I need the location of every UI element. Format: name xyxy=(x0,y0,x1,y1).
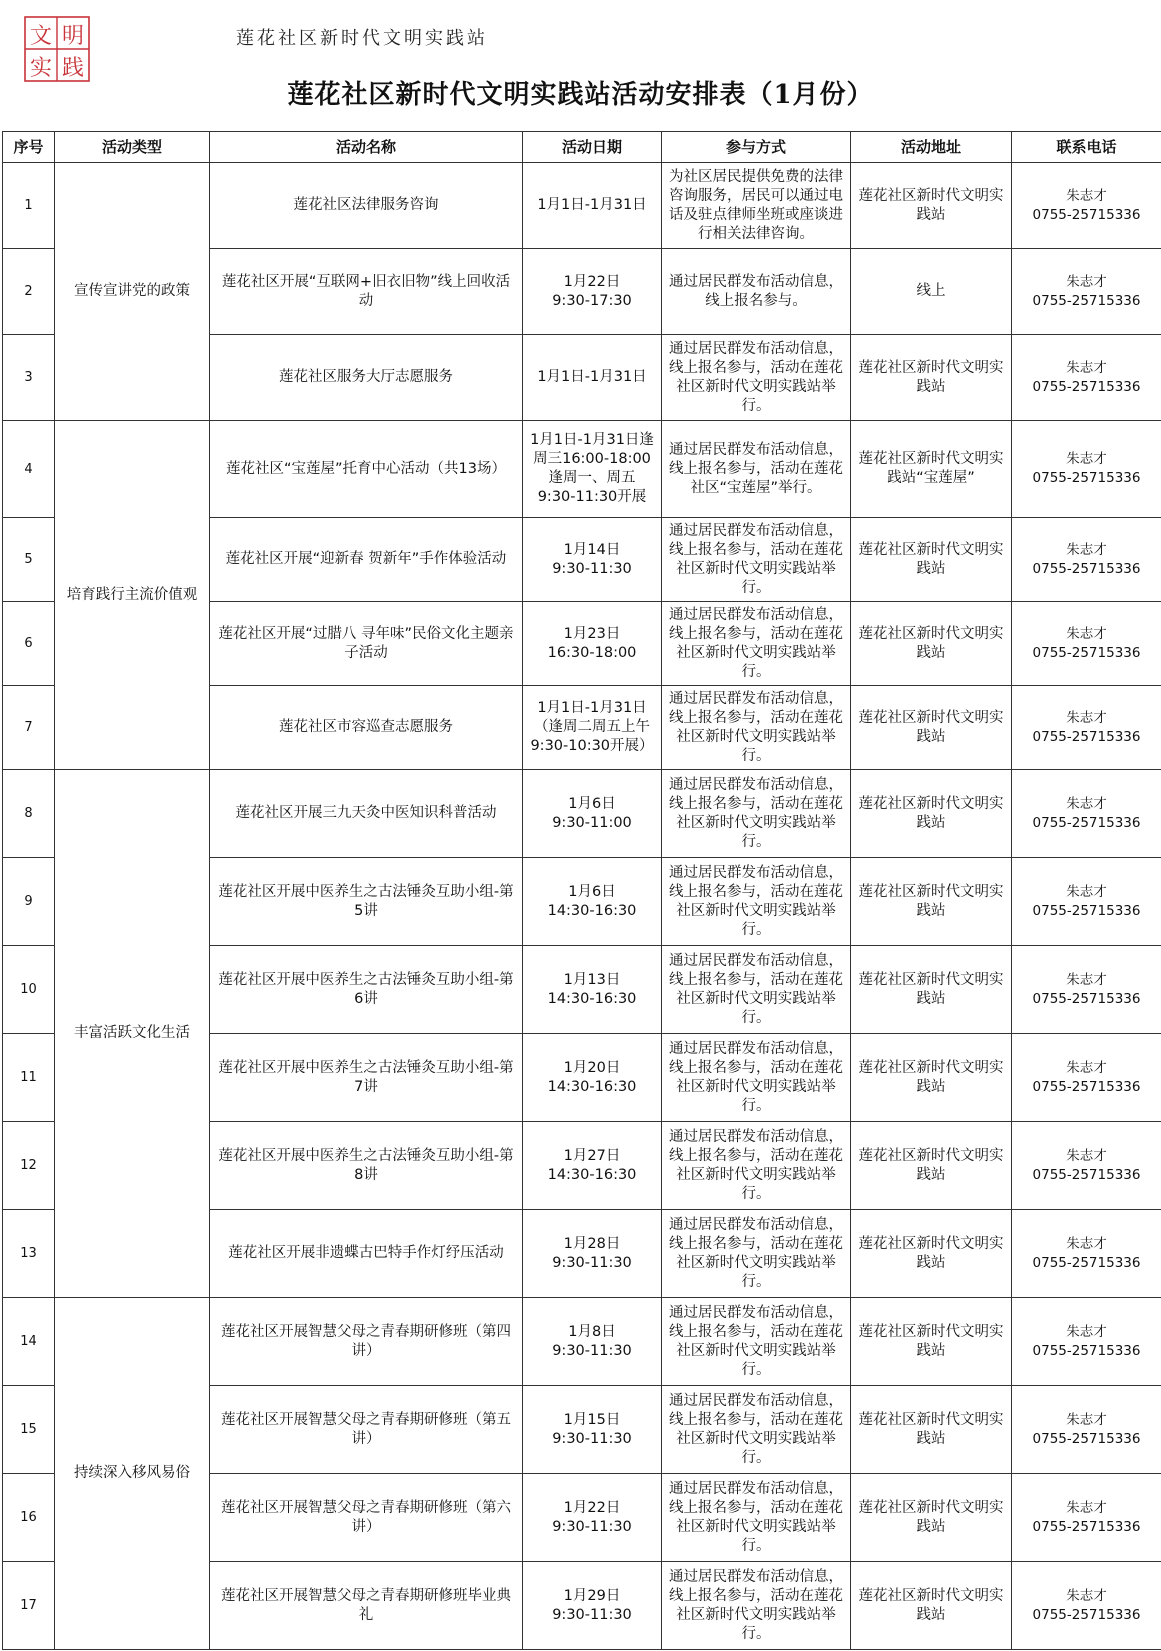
activity-address-cell: 莲花社区新时代文明实践站 xyxy=(851,1122,1012,1210)
column-header-date: 活动日期 xyxy=(523,132,662,163)
activity-date-cell: 1月14日 9:30-11:30 xyxy=(523,518,662,602)
contact-cell xyxy=(1012,335,1161,421)
seq-cell: 1 xyxy=(3,163,55,249)
activity-date-cell: 1月15日 9:30-11:30 xyxy=(523,1386,662,1474)
participation-method-cell: 通过居民群发布活动信息，线上报名参与，活动在莲花社区新时代文明实践站举行。 xyxy=(662,946,851,1034)
table-body xyxy=(3,163,1161,1650)
activity-name-cell: 莲花社区开展“过腊八 寻年味”民俗文化主题亲子活动 xyxy=(210,602,523,686)
column-header-name: 活动名称 xyxy=(210,132,523,163)
seq-cell: 6 xyxy=(3,602,55,686)
activity-address-cell: 莲花社区新时代文明实践站 xyxy=(851,858,1012,946)
participation-method-cell: 通过居民群发布活动信息，线上报名参与，活动在莲花社区新时代文明实践站举行。 xyxy=(662,770,851,858)
contact-person: 朱志才 xyxy=(1066,1147,1107,1164)
participation-method-cell: 通过居民群发布活动信息，线上报名参与，活动在莲花社区新时代文明实践站举行。 xyxy=(662,335,851,421)
contact-cell xyxy=(1012,1034,1161,1122)
activity-date-cell: 1月23日 16:30-18:00 xyxy=(523,602,662,686)
seq-cell: 14 xyxy=(3,1298,55,1386)
svg-text:践: 践 xyxy=(61,56,85,81)
contact-cell xyxy=(1012,686,1161,770)
seq-cell: 7 xyxy=(3,686,55,770)
participation-method-cell: 通过居民群发布活动信息，线上报名参与，活动在莲花社区新时代文明实践站举行。 xyxy=(662,858,851,946)
participation-method-cell: 通过居民群发布活动信息，线上报名参与，活动在莲花社区新时代文明实践站举行。 xyxy=(662,1034,851,1122)
activity-schedule-table xyxy=(2,131,1161,1650)
activity-name-cell: 莲花社区开展三九天灸中医知识科普活动 xyxy=(210,770,523,858)
activity-name-cell: 莲花社区开展智慧父母之青春期研修班（第五讲） xyxy=(210,1386,523,1474)
contact-person: 朱志才 xyxy=(1066,1059,1107,1076)
contact-person: 朱志才 xyxy=(1066,1411,1107,1428)
participation-method-cell: 通过居民群发布活动信息，线上报名参与，活动在莲花社区新时代文明实践站举行。 xyxy=(662,1474,851,1562)
organization-name: 莲花社区新时代文明实践站 xyxy=(236,28,488,49)
contact-person: 朱志才 xyxy=(1066,795,1107,812)
participation-method-cell: 通过居民群发布活动信息，线上报名参与，活动在莲花社区新时代文明实践站举行。 xyxy=(662,686,851,770)
contact-phone: 0755-25715336 xyxy=(1032,292,1141,309)
activity-address-cell: 莲花社区新时代文明实践站 xyxy=(851,686,1012,770)
activity-date-cell: 1月6日 9:30-11:00 xyxy=(523,770,662,858)
participation-method-cell: 通过居民群发布活动信息，线上报名参与，活动在莲花社区新时代文明实践站举行。 xyxy=(662,1386,851,1474)
activity-type-cell: 宣传宣讲党的政策 xyxy=(55,163,210,421)
contact-person: 朱志才 xyxy=(1066,1235,1107,1252)
contact-person: 朱志才 xyxy=(1066,1499,1107,1516)
contact-phone: 0755-25715336 xyxy=(1032,902,1141,919)
seq-cell: 13 xyxy=(3,1210,55,1298)
activity-name-cell: 莲花社区开展非遗蝶古巴特手作灯纾压活动 xyxy=(210,1210,523,1298)
activity-date-cell: 1月13日 14:30-16:30 xyxy=(523,946,662,1034)
activity-date-cell: 1月27日 14:30-16:30 xyxy=(523,1122,662,1210)
activity-date-cell: 1月1日-1月31日逢周三16:00-18:00逢周一、周五 9:30-11:30开展 xyxy=(523,421,662,518)
page-header xyxy=(0,0,1161,130)
contact-phone: 0755-25715336 xyxy=(1032,1518,1141,1535)
participation-method-cell: 通过居民群发布活动信息，线上报名参与，活动在莲花社区新时代文明实践站举行。 xyxy=(662,1210,851,1298)
contact-phone: 0755-25715336 xyxy=(1032,1166,1141,1183)
seq-cell: 8 xyxy=(3,770,55,858)
svg-text:明: 明 xyxy=(61,24,85,49)
contact-cell xyxy=(1012,1474,1161,1562)
activity-address-cell: 莲花社区新时代文明实践站 xyxy=(851,163,1012,249)
contact-cell xyxy=(1012,1386,1161,1474)
contact-cell xyxy=(1012,858,1161,946)
activity-name-cell: 莲花社区开展智慧父母之青春期研修班（第六讲） xyxy=(210,1474,523,1562)
participation-method-cell: 通过居民群发布活动信息，线上报名参与，活动在莲花社区“宝莲屋”举行。 xyxy=(662,421,851,518)
seq-cell: 3 xyxy=(3,335,55,421)
seq-cell: 2 xyxy=(3,249,55,335)
activity-address-cell: 莲花社区新时代文明实践站 xyxy=(851,946,1012,1034)
contact-cell xyxy=(1012,1122,1161,1210)
activity-address-cell: 莲花社区新时代文明实践站 xyxy=(851,518,1012,602)
activity-address-cell: 莲花社区新时代文明实践站 xyxy=(851,1474,1012,1562)
activity-address-cell: 莲花社区新时代文明实践站 xyxy=(851,1210,1012,1298)
activity-name-cell: 莲花社区法律服务咨询 xyxy=(210,163,523,249)
activity-address-cell: 莲花社区新时代文明实践站 xyxy=(851,1034,1012,1122)
contact-person: 朱志才 xyxy=(1066,273,1107,290)
document-title: 莲花社区新时代文明实践站活动安排表（1月份） xyxy=(287,80,874,110)
activity-name-cell: 莲花社区开展“互联网+旧衣旧物”线上回收活动 xyxy=(210,249,523,335)
column-header-type: 活动类型 xyxy=(55,132,210,163)
table-row xyxy=(3,770,1161,858)
activity-name-cell: 莲花社区服务大厅志愿服务 xyxy=(210,335,523,421)
activity-address-cell: 线上 xyxy=(851,249,1012,335)
contact-cell xyxy=(1012,518,1161,602)
column-header-method: 参与方式 xyxy=(662,132,851,163)
contact-cell xyxy=(1012,1210,1161,1298)
svg-text:文: 文 xyxy=(29,24,53,49)
table-row xyxy=(3,1298,1161,1386)
participation-method-cell: 为社区居民提供免费的法律咨询服务，居民可以通过电话及驻点律师坐班或座谈进行相关法律咨询。 xyxy=(662,163,851,249)
activity-address-cell: 莲花社区新时代文明实践站 xyxy=(851,1386,1012,1474)
seq-cell: 10 xyxy=(3,946,55,1034)
column-header-seq: 序号 xyxy=(3,132,55,163)
contact-cell xyxy=(1012,602,1161,686)
activity-address-cell: 莲花社区新时代文明实践站“宝莲屋” xyxy=(851,421,1012,518)
activity-name-cell: 莲花社区开展中医养生之古法锤灸互助小组-第6讲 xyxy=(210,946,523,1034)
contact-phone: 0755-25715336 xyxy=(1032,644,1141,661)
seq-cell: 9 xyxy=(3,858,55,946)
activity-address-cell: 莲花社区新时代文明实践站 xyxy=(851,1562,1012,1650)
contact-person: 朱志才 xyxy=(1066,359,1107,376)
contact-phone: 0755-25715336 xyxy=(1032,1078,1141,1095)
contact-cell xyxy=(1012,421,1161,518)
activity-date-cell: 1月6日 14:30-16:30 xyxy=(523,858,662,946)
activity-date-cell: 1月1日-1月31日（逢周二周五上午9:30-10:30开展） xyxy=(523,686,662,770)
activity-name-cell: 莲花社区开展中医养生之古法锤灸互助小组-第5讲 xyxy=(210,858,523,946)
participation-method-cell: 通过居民群发布活动信息，线上报名参与，活动在莲花社区新时代文明实践站举行。 xyxy=(662,1122,851,1210)
contact-cell xyxy=(1012,1562,1161,1650)
activity-date-cell: 1月29日 9:30-11:30 xyxy=(523,1562,662,1650)
contact-phone: 0755-25715336 xyxy=(1032,990,1141,1007)
seq-cell: 12 xyxy=(3,1122,55,1210)
activity-type-cell: 培育践行主流价值观 xyxy=(55,421,210,770)
contact-cell xyxy=(1012,946,1161,1034)
contact-person: 朱志才 xyxy=(1066,541,1107,558)
contact-cell xyxy=(1012,770,1161,858)
activity-address-cell: 莲花社区新时代文明实践站 xyxy=(851,602,1012,686)
participation-method-cell: 通过居民群发布活动信息，线上报名参与，活动在莲花社区新时代文明实践站举行。 xyxy=(662,1298,851,1386)
contact-person: 朱志才 xyxy=(1066,187,1107,204)
activity-date-cell: 1月20日 14:30-16:30 xyxy=(523,1034,662,1122)
participation-method-cell: 通过居民群发布活动信息，线上报名参与，活动在莲花社区新时代文明实践站举行。 xyxy=(662,518,851,602)
contact-phone: 0755-25715336 xyxy=(1032,378,1141,395)
activity-address-cell: 莲花社区新时代文明实践站 xyxy=(851,770,1012,858)
contact-person: 朱志才 xyxy=(1066,709,1107,726)
participation-method-cell: 通过居民群发布活动信息，线上报名参与。 xyxy=(662,249,851,335)
contact-phone: 0755-25715336 xyxy=(1032,470,1141,486)
contact-person: 朱志才 xyxy=(1066,1323,1107,1340)
activity-name-cell: 莲花社区开展中医养生之古法锤灸互助小组-第7讲 xyxy=(210,1034,523,1122)
participation-method-cell: 通过居民群发布活动信息，线上报名参与，活动在莲花社区新时代文明实践站举行。 xyxy=(662,602,851,686)
activity-name-cell: 莲花社区开展智慧父母之青春期研修班毕业典礼 xyxy=(210,1562,523,1650)
contact-cell xyxy=(1012,163,1161,249)
seq-cell: 17 xyxy=(3,1562,55,1650)
contact-cell xyxy=(1012,1298,1161,1386)
activity-date-cell: 1月28日 9:30-11:30 xyxy=(523,1210,662,1298)
contact-person: 朱志才 xyxy=(1066,1587,1107,1604)
contact-phone: 0755-25715336 xyxy=(1032,1430,1141,1447)
activity-name-cell: 莲花社区开展智慧父母之青春期研修班（第四讲） xyxy=(210,1298,523,1386)
activity-address-cell: 莲花社区新时代文明实践站 xyxy=(851,1298,1012,1386)
contact-person: 朱志才 xyxy=(1066,971,1107,988)
activity-address-cell: 莲花社区新时代文明实践站 xyxy=(851,335,1012,421)
table-row xyxy=(3,421,1161,518)
seq-cell: 15 xyxy=(3,1386,55,1474)
contact-phone: 0755-25715336 xyxy=(1032,1342,1141,1359)
contact-phone: 0755-25715336 xyxy=(1032,1606,1141,1623)
activity-type-cell: 持续深入移风易俗 xyxy=(55,1298,210,1650)
contact-phone: 0755-25715336 xyxy=(1032,560,1141,577)
column-header-phone: 联系电话 xyxy=(1012,132,1161,163)
contact-person: 朱志才 xyxy=(1066,451,1107,467)
contact-phone: 0755-25715336 xyxy=(1032,814,1141,831)
seq-cell: 11 xyxy=(3,1034,55,1122)
column-header-address: 活动地址 xyxy=(851,132,1012,163)
svg-text:实: 实 xyxy=(29,56,53,81)
activity-date-cell: 1月22日 9:30-11:30 xyxy=(523,1474,662,1562)
activity-name-cell: 莲花社区开展中医养生之古法锤灸互助小组-第8讲 xyxy=(210,1122,523,1210)
contact-person: 朱志才 xyxy=(1066,883,1107,900)
activity-date-cell: 1月1日-1月31日 xyxy=(523,163,662,249)
seq-cell: 4 xyxy=(3,421,55,518)
activity-date-cell: 1月1日-1月31日 xyxy=(523,335,662,421)
table-row xyxy=(3,163,1161,249)
contact-person: 朱志才 xyxy=(1066,625,1107,642)
table-header-row xyxy=(3,132,1161,163)
activity-name-cell: 莲花社区市容巡查志愿服务 xyxy=(210,686,523,770)
participation-method-cell: 通过居民群发布活动信息，线上报名参与，活动在莲花社区新时代文明实践站举行。 xyxy=(662,1562,851,1650)
activity-name-cell: 莲花社区“宝莲屋”托育中心活动（共13场） xyxy=(210,421,523,518)
contact-phone: 0755-25715336 xyxy=(1032,728,1141,745)
activity-type-cell: 丰富活跃文化生活 xyxy=(55,770,210,1298)
contact-phone: 0755-25715336 xyxy=(1032,206,1141,223)
civilization-practice-logo-icon xyxy=(24,16,90,82)
contact-phone: 0755-25715336 xyxy=(1032,1254,1141,1271)
seq-cell: 5 xyxy=(3,518,55,602)
activity-date-cell: 1月8日 9:30-11:30 xyxy=(523,1298,662,1386)
seq-cell: 16 xyxy=(3,1474,55,1562)
activity-date-cell: 1月22日 9:30-17:30 xyxy=(523,249,662,335)
activity-name-cell: 莲花社区开展“迎新春 贺新年”手作体验活动 xyxy=(210,518,523,602)
contact-cell xyxy=(1012,249,1161,335)
